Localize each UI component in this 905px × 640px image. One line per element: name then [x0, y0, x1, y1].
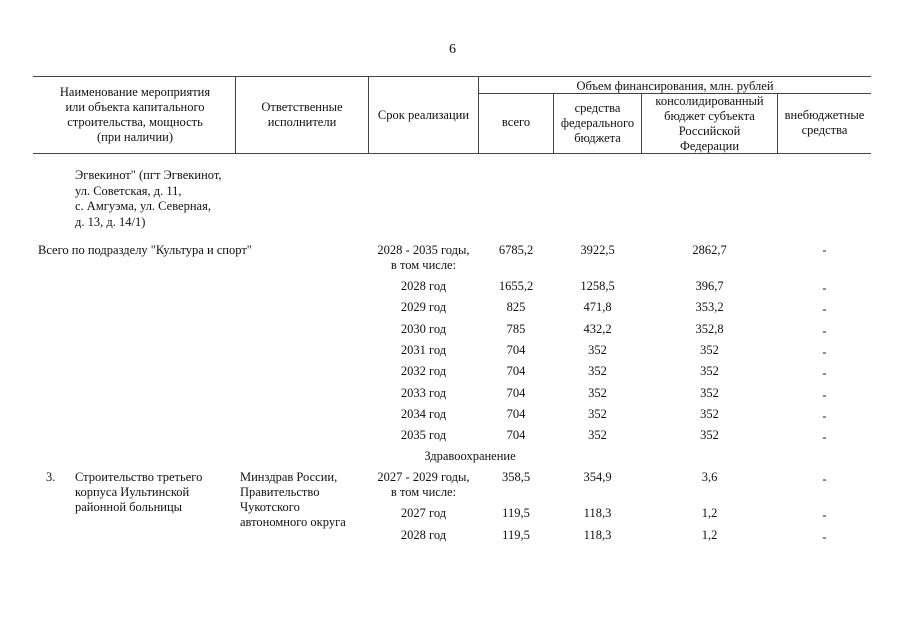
culture-total-federal: 3922,5	[580, 243, 615, 257]
federal-cell: 118,3	[583, 528, 612, 542]
section-title-health: Здравоохранение	[424, 449, 516, 463]
header-federal-column: средства федерального бюджета	[560, 101, 635, 145]
total-cell: 825	[506, 300, 526, 315]
consolidated-cell: 396,7	[695, 279, 724, 293]
federal-cell: 118,3	[583, 506, 612, 520]
header-extrabudget-column: внебюджетные средства	[784, 108, 865, 137]
federal-cell: 471,8	[583, 300, 612, 315]
culture-total-consolidated: 2862,7	[692, 243, 727, 257]
extra-cell: -	[822, 323, 827, 338]
consolidated-cell: 352	[700, 428, 719, 443]
header-period-column: Срок реализации	[377, 108, 470, 122]
header-name-column: Наименование мероприятия или объекта капитального строительства, мощность (при наличии)	[59, 85, 211, 144]
total-cell: 1655,2	[498, 279, 534, 293]
consolidated-cell: 353,2	[695, 300, 724, 315]
extra-cell: -	[822, 530, 827, 544]
culture-total-total: 6785,2	[498, 243, 534, 257]
item3-consolidated: 3,6	[701, 470, 718, 484]
consolidated-cell: 1,2	[701, 528, 718, 542]
item3-total: 358,5	[501, 470, 531, 484]
period-cell: 2030 год	[400, 321, 447, 336]
period-cell: 2028 год	[400, 528, 447, 542]
header-financing-group: Объем финансирования, млн. рублей	[576, 79, 774, 93]
federal-cell: 352	[588, 385, 607, 400]
table-top-rule	[33, 76, 871, 77]
consolidated-cell: 1,2	[701, 506, 718, 520]
culture-total-period: 2028 - 2035 годы, в том числе:	[377, 243, 470, 272]
extra-cell: -	[822, 387, 827, 402]
header-responsible-column: Ответственные исполнители	[261, 100, 343, 129]
federal-cell: 1258,5	[580, 279, 615, 293]
extra-cell: -	[822, 281, 827, 295]
federal-cell: 432,2	[583, 321, 612, 336]
total-cell: 704	[506, 364, 526, 379]
total-cell: 704	[506, 428, 526, 443]
page-number: 6	[449, 42, 456, 57]
period-cell: 2034 год	[400, 406, 447, 421]
period-cell: 2035 год	[400, 428, 447, 443]
item3-federal: 354,9	[583, 470, 612, 484]
item3-period: 2027 - 2029 годы, в том числе:	[377, 470, 470, 499]
period-cell: 2032 год	[400, 364, 447, 379]
total-cell: 785	[506, 321, 526, 336]
total-cell: 704	[506, 406, 526, 421]
period-cell: 2027 год	[400, 506, 447, 520]
consolidated-cell: 352	[700, 385, 719, 400]
federal-cell: 352	[588, 342, 607, 357]
culture-total-extra: -	[822, 243, 827, 257]
consolidated-cell: 352	[700, 364, 719, 379]
culture-total-label: Всего по подразделу "Культура и спорт"	[38, 243, 252, 257]
total-cell: 119,5	[502, 506, 530, 520]
federal-cell: 352	[588, 364, 607, 379]
continuation-text: Эгвекинот" (пгт Эгвекинот, ул. Советская, д. 11, с. Амгуэма, ул. Северная, д. 13, д. 14/1)	[75, 168, 222, 229]
federal-cell: 352	[588, 428, 607, 443]
extra-cell: -	[822, 302, 827, 317]
total-cell: 704	[506, 342, 526, 357]
period-cell: 2033 год	[400, 385, 447, 400]
extra-cell: -	[822, 430, 827, 445]
period-cell: 2028 год	[400, 279, 447, 293]
item3-number: 3.	[46, 470, 56, 484]
period-cell: 2031 год	[400, 342, 447, 357]
item3-responsible: Минздрав России, Правительство Чукотского автономного округа	[240, 470, 346, 529]
consolidated-cell: 352	[700, 342, 719, 357]
consolidated-cell: 352	[700, 406, 719, 421]
consolidated-cell: 352,8	[695, 321, 724, 336]
period-cell: 2029 год	[400, 300, 447, 315]
total-cell: 704	[506, 385, 526, 400]
extra-cell: -	[822, 366, 827, 381]
total-cell: 119,5	[502, 528, 530, 542]
extra-cell: -	[822, 344, 827, 359]
header-consolidated-column: консолидированный бюджет субъекта Российской Федерации	[655, 94, 764, 153]
item3-extra: -	[822, 472, 827, 486]
item3-name: Строительство третьего корпуса Иультинской районной больницы	[75, 470, 203, 514]
extra-cell: -	[822, 408, 827, 423]
header-total-column: всего	[501, 115, 531, 129]
extra-cell: -	[822, 508, 827, 522]
federal-cell: 352	[588, 406, 607, 421]
